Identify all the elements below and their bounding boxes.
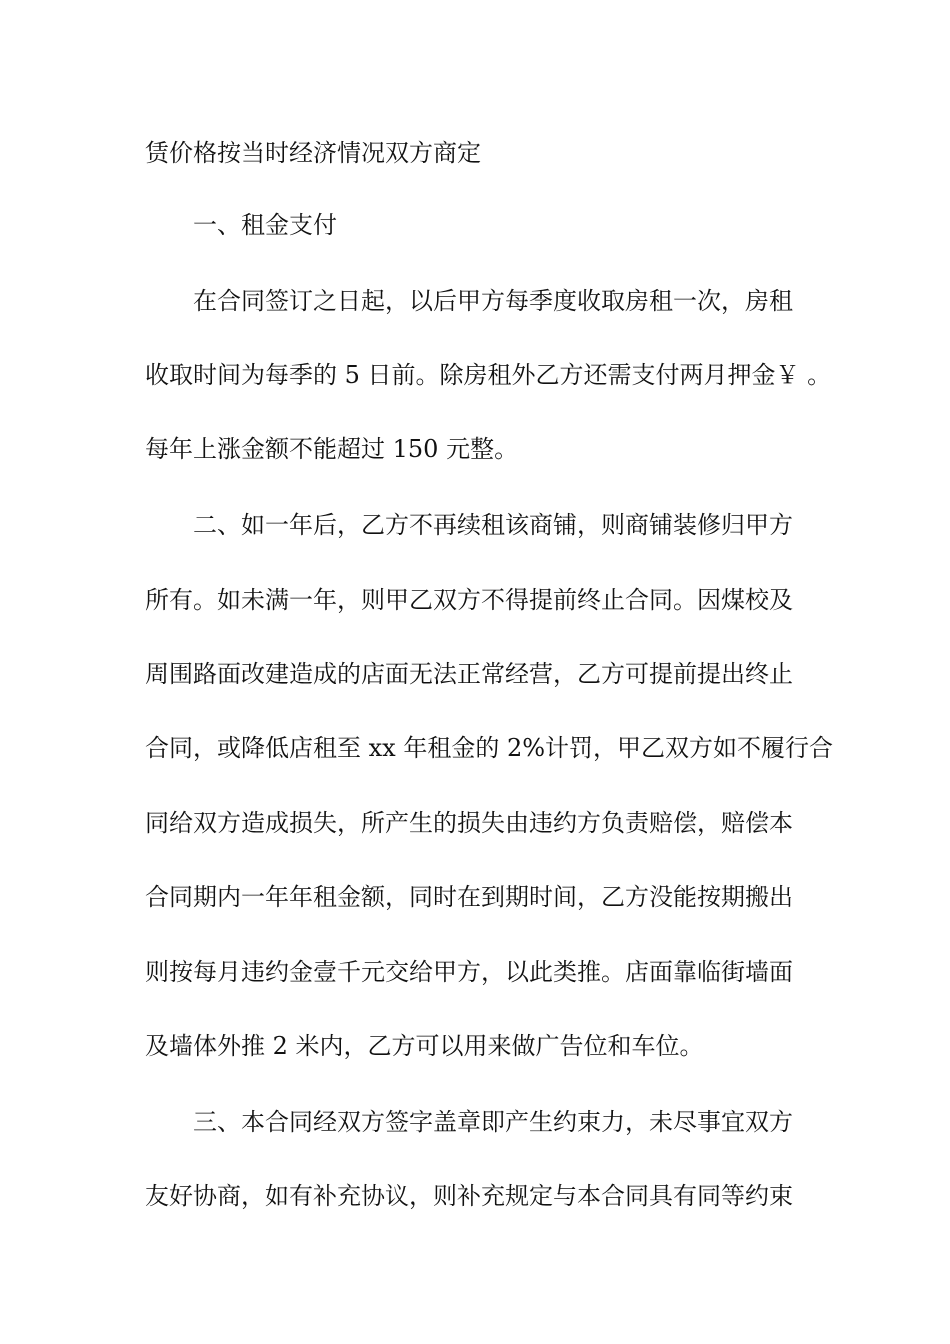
paragraph-line: 赁价格按当时经济情况双方商定: [145, 139, 481, 167]
paragraph-line: 同给双方造成损失，所产生的损失由违约方负责赔偿，赔偿本: [145, 809, 793, 837]
section-heading-rent-payment: 一、租金支付: [193, 211, 337, 239]
paragraph-line: 周围路面改建造成的店面无法正常经营，乙方可提前提出终止: [145, 660, 793, 688]
paragraph-line: 收取时间为每季的 5 日前。除房租外乙方还需支付两月押金￥ 。: [145, 361, 832, 389]
paragraph-line: 友好协商，如有补充协议，则补充规定与本合同具有同等约束: [145, 1182, 793, 1210]
paragraph-line: 合同期内一年年租金额，同时在到期时间，乙方没能按期搬出: [145, 883, 793, 911]
clause-three-line: 三、本合同经双方签字盖章即产生约束力，未尽事宜双方: [193, 1108, 793, 1136]
paragraph-line: 所有。如未满一年，则甲乙双方不得提前终止合同。因煤校及: [145, 586, 793, 614]
paragraph-line: 每年上涨金额不能超过 150 元整。: [145, 435, 519, 463]
paragraph-line: 则按每月违约金壹千元交给甲方，以此类推。店面靠临街墙面: [145, 958, 793, 986]
paragraph-line: 合同，或降低店租至 xx 年租金的 2%计罚，甲乙双方如不履行合: [145, 734, 834, 762]
paragraph-line: 在合同签订之日起，以后甲方每季度收取房租一次，房租: [193, 287, 793, 315]
paragraph-line: 及墙体外推 2 米内，乙方可以用来做广告位和车位。: [145, 1032, 704, 1060]
clause-two-line: 二、如一年后，乙方不再续租该商铺，则商铺装修归甲方: [193, 511, 793, 539]
